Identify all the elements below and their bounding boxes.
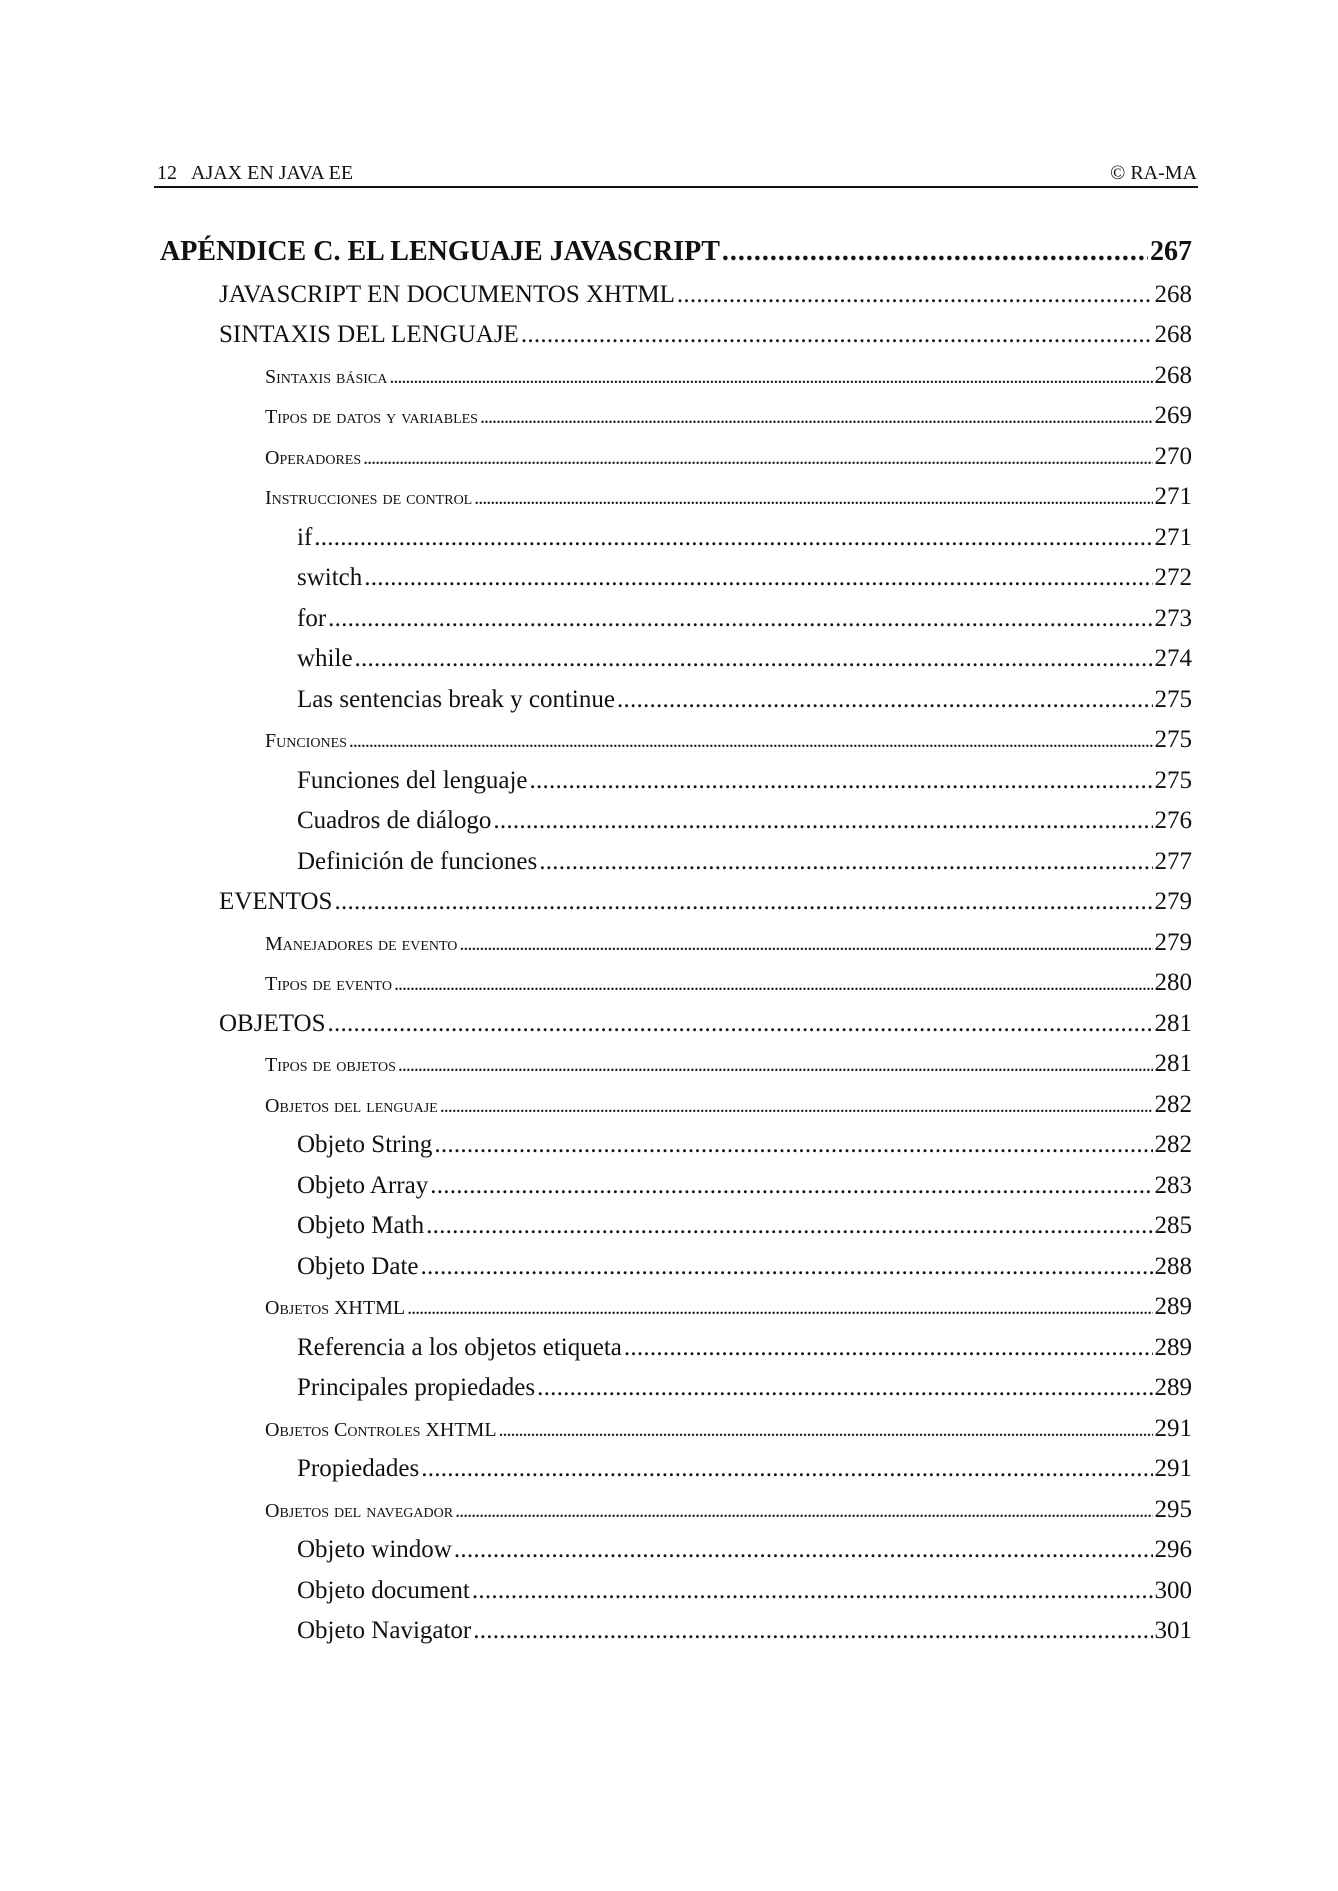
toc-entry-title: Instrucciones de control (265, 487, 473, 509)
toc-leader-dots (394, 973, 1153, 996)
toc-leader-dots (349, 730, 1153, 753)
toc-entry (265, 443, 1192, 471)
header-left (157, 160, 353, 186)
toc-entry-page: 291 (1154, 1455, 1192, 1482)
toc-leader-dots (421, 1455, 1152, 1483)
toc-entry-title: JAVASCRIPT EN DOCUMENTOS XHTML (219, 280, 675, 308)
toc-entry-title: Objeto Math (297, 1212, 425, 1239)
toc-entry-page: 275 (1154, 726, 1192, 753)
toc-leader-dots (499, 1419, 1153, 1442)
toc-entry (297, 1536, 1192, 1564)
toc-entry-title: Manejadores de evento (265, 932, 458, 955)
toc-entry-page: 280 (1154, 969, 1192, 996)
toc-leader-dots (389, 366, 1152, 389)
toc-entry (219, 281, 1192, 309)
toc-entry-page: 277 (1154, 847, 1192, 875)
toc-entry-title: Objeto Array (297, 1171, 429, 1199)
toc-entry-page: 281 (1154, 1050, 1192, 1077)
toc-entry-title: Objetos XHTML (265, 1297, 406, 1319)
toc-leader-dots (314, 524, 1152, 552)
toc-entry-page: 295 (1154, 1495, 1192, 1523)
toc-entry-page: 267 (1150, 236, 1192, 267)
toc-entry-page: 291 (1154, 1414, 1192, 1442)
toc-leader-dots (677, 281, 1153, 309)
toc-leader-dots (430, 1172, 1152, 1200)
toc-entry-page: 268 (1154, 361, 1192, 389)
toc-leader-dots (624, 1334, 1153, 1362)
toc-entry-title: Tipos de evento (265, 973, 392, 995)
toc-entry (297, 645, 1192, 673)
toc-entry-title: Objeto window (297, 1536, 452, 1563)
toc-entry-page: 289 (1154, 1374, 1192, 1401)
toc-entry (297, 1374, 1192, 1402)
toc-entry (297, 564, 1192, 592)
toc-leader-dots (334, 888, 1152, 916)
toc-entry-title: APÉNDICE C. EL LENGUAJE JAVASCRIPT (160, 236, 720, 267)
toc-leader-dots (364, 564, 1152, 592)
running-header (157, 160, 1197, 186)
toc-entry (297, 1253, 1192, 1281)
toc-entry-title: Propiedades (297, 1455, 420, 1482)
toc-leader-dots (407, 1297, 1152, 1320)
toc-entry (297, 1617, 1192, 1645)
toc-entry-page: 275 (1154, 685, 1192, 713)
toc-entry (265, 402, 1192, 430)
toc-entry (297, 767, 1192, 795)
toc-leader-dots (328, 1010, 1153, 1038)
toc-entry (297, 605, 1192, 633)
toc-entry (265, 1293, 1192, 1321)
toc-entry (265, 929, 1192, 957)
toc-entry (297, 1172, 1192, 1200)
toc-entry-title: Objeto Date (297, 1252, 419, 1280)
toc-entry-title: Sintaxis básica (265, 365, 388, 388)
toc-entry (297, 807, 1192, 835)
toc-leader-dots (480, 406, 1153, 429)
toc-entry-page: 289 (1154, 1333, 1192, 1361)
toc-leader-dots (328, 605, 1152, 633)
toc-entry-page: 288 (1154, 1252, 1192, 1280)
toc-entry (219, 888, 1192, 916)
toc-entry-title: OBJETOS (219, 1009, 326, 1037)
toc-entry-page: 273 (1154, 604, 1192, 632)
toc-entry-title: Principales propiedades (297, 1374, 536, 1401)
toc-entry-title: Operadores (265, 446, 362, 469)
toc-entry-title: Tipos de objetos (265, 1054, 396, 1076)
toc-entry-page: 268 (1154, 321, 1192, 348)
toc-entry-title: if (297, 523, 313, 551)
toc-leader-dots (539, 848, 1152, 876)
toc-leader-dots (398, 1054, 1153, 1077)
toc-entry (219, 1010, 1192, 1038)
toc-entry (265, 1496, 1192, 1524)
toc-entry-page: 268 (1154, 280, 1192, 308)
toc-leader-dots (363, 447, 1152, 470)
toc-entry (265, 1091, 1192, 1119)
toc-entry (265, 726, 1192, 754)
toc-entry (265, 483, 1192, 511)
toc-entry-title: Objeto document (297, 1576, 470, 1604)
toc-entry (297, 1577, 1192, 1605)
toc-entry-title: Objeto Navigator (297, 1617, 472, 1644)
toc-entry-title: Cuadros de diálogo (297, 807, 492, 834)
toc-entry-page: 271 (1154, 483, 1192, 510)
toc-leader-dots (472, 1577, 1153, 1605)
toc-leader-dots (455, 1500, 1152, 1523)
toc-leader-dots (722, 236, 1148, 268)
toc-entry (265, 362, 1192, 390)
header-rule (154, 186, 1198, 188)
toc-entry-title: switch (297, 564, 363, 591)
toc-leader-dots (426, 1212, 1152, 1240)
toc-leader-dots (454, 1536, 1153, 1564)
toc-entry-title: Referencia a los objetos etiqueta (297, 1333, 622, 1361)
toc-entry-page: 270 (1154, 442, 1192, 470)
toc-leader-dots (473, 1617, 1152, 1645)
toc-entry (265, 1050, 1192, 1078)
toc-leader-dots (617, 686, 1153, 714)
toc-entry-title: Las sentencias break y continue (297, 685, 615, 713)
toc-entry-page: 285 (1154, 1212, 1192, 1239)
toc-leader-dots (459, 933, 1152, 956)
toc-entry-title: Objetos del lenguaje (265, 1094, 438, 1117)
toc-entry (297, 524, 1192, 552)
toc-entry (297, 848, 1192, 876)
toc-entry-title: Objetos del navegador (265, 1499, 454, 1522)
toc-entry-title: Funciones del lenguaje (297, 766, 528, 794)
toc-entry (297, 1455, 1192, 1483)
toc-entry-page: 271 (1154, 523, 1192, 551)
toc-entry-page: 275 (1154, 766, 1192, 794)
toc-entry-page: 279 (1154, 928, 1192, 956)
toc-leader-dots (493, 807, 1152, 835)
toc-entry-page: 269 (1154, 402, 1192, 429)
toc-entry-title: Objeto String (297, 1131, 433, 1158)
toc-entry-page: 279 (1154, 888, 1192, 915)
toc-entry (160, 236, 1192, 268)
toc-entry-page: 300 (1154, 1576, 1192, 1604)
toc-leader-dots (355, 645, 1153, 673)
toc-entry (297, 1334, 1192, 1362)
toc-entry (265, 969, 1192, 997)
header-publisher: © RA-MA (1110, 162, 1197, 184)
toc-leader-dots (521, 321, 1153, 349)
toc-entry-page: 276 (1154, 807, 1192, 834)
toc-leader-dots (474, 487, 1152, 510)
toc-entry-page: 274 (1154, 645, 1192, 672)
header-book-title: AJAX EN JAVA EE (191, 162, 354, 184)
toc-entry-title: Funciones (265, 730, 347, 752)
toc-entry (297, 1131, 1192, 1159)
toc-entry-title: EVENTOS (219, 888, 333, 915)
toc-entry-title: SINTAXIS DEL LENGUAJE (219, 321, 519, 348)
toc-entry-page: 281 (1154, 1009, 1192, 1037)
toc-entry (219, 321, 1192, 349)
toc-entry-page: 282 (1154, 1090, 1192, 1118)
toc-leader-dots (420, 1253, 1152, 1281)
toc-entry-title: Objetos Controles XHTML (265, 1418, 497, 1441)
toc-entry-page: 283 (1154, 1171, 1192, 1199)
toc-entry (297, 1212, 1192, 1240)
toc-leader-dots (537, 1374, 1152, 1402)
toc-entry (265, 1415, 1192, 1443)
toc-entry-title: for (297, 604, 327, 632)
toc-leader-dots (434, 1131, 1152, 1159)
toc-entry-page: 296 (1154, 1536, 1192, 1563)
toc-entry-page: 301 (1154, 1617, 1192, 1644)
toc-entry-title: Tipos de datos y variables (265, 406, 478, 428)
toc-entry-title: while (297, 645, 353, 672)
toc-entry-page: 282 (1154, 1131, 1192, 1158)
toc-leader-dots (530, 767, 1153, 795)
toc-entry-page: 272 (1154, 564, 1192, 591)
toc-entry (297, 686, 1192, 714)
toc-entry-page: 289 (1154, 1293, 1192, 1320)
toc-leader-dots (440, 1095, 1153, 1118)
toc-entry-title: Definición de funciones (297, 847, 538, 875)
header-page-number: 12 (157, 162, 177, 184)
